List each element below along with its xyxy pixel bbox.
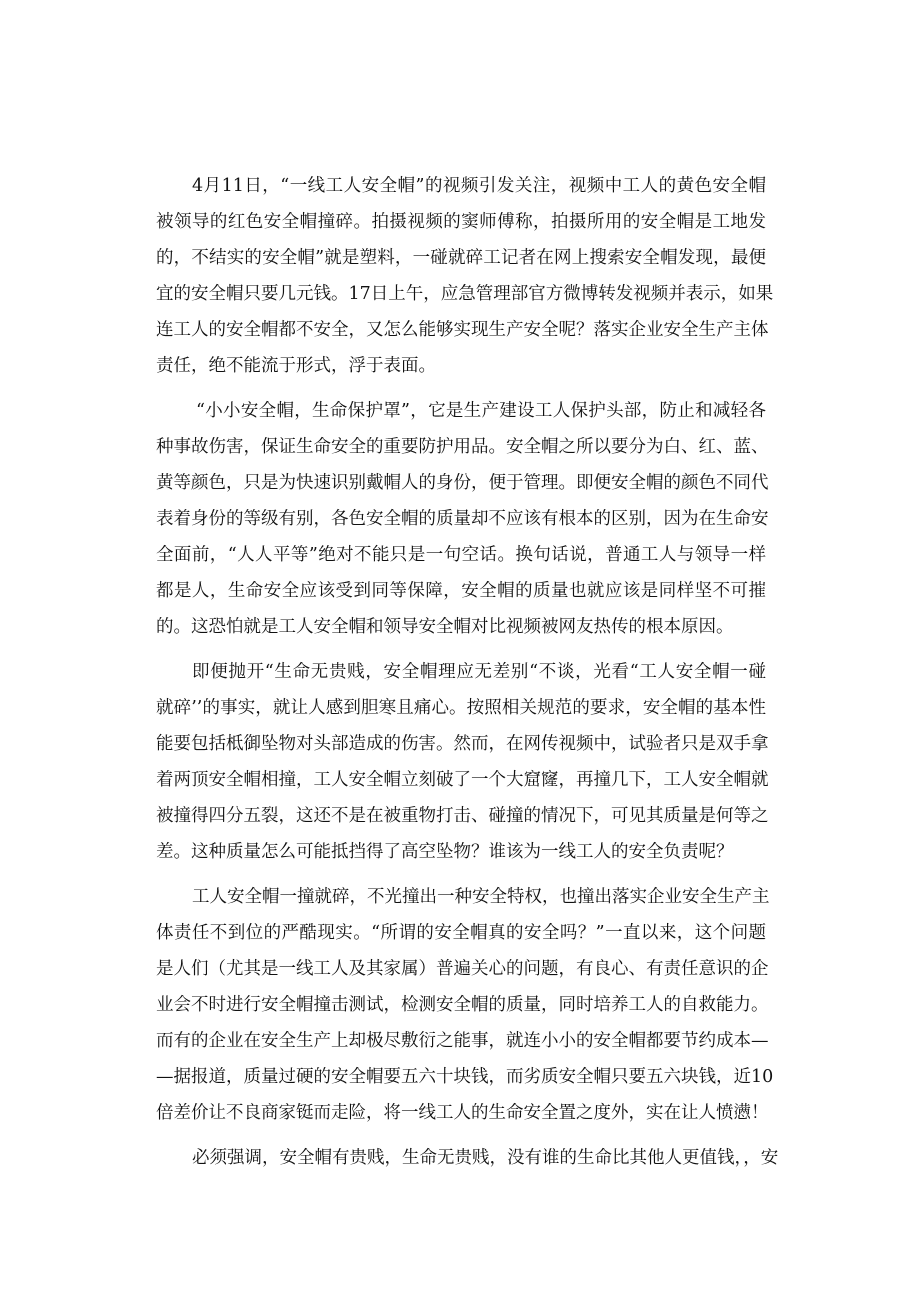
text-line: 必须强调，安全帽有贵贱，生命无贵贱，没有谁的生命比其他人更值钱，，安	[192, 1148, 779, 1168]
paragraph-4	[156, 879, 774, 1131]
paragraph-3	[156, 654, 769, 870]
text-line: 的。这恐怕就是工人安全帽和领导安全帽对比视频被网友热传的根本原因。	[156, 617, 734, 637]
article-body	[156, 168, 779, 1185]
text-line: 即便抛开“生命无贵贱，安全帽理应无差别“不谈，光看“工人安全帽一碰	[192, 662, 766, 682]
text-line: 体责任不到位的严酷现实。“所谓的安全帽真的安全吗？”一直以来，这个问题	[156, 923, 766, 943]
text-line: 黄等颜色，只是为快速识别戴帽人的身份，便于管理。即便安全帽的颜色不同代	[156, 473, 769, 493]
paragraph-2	[156, 393, 769, 645]
text-line: 工人安全帽一撞就碎，不光撞出一种安全特权，也撞出落实企业安全生产主	[192, 887, 770, 907]
text-line: 能要包括柢御坠物对头部造成的伤害。然而，在网传视频中，试验者只是双手拿	[156, 734, 769, 754]
text-line: 种事故伤害，保证生命安全的重要防护用品。安全帽之所以要分为白、红、蓝、	[156, 437, 769, 457]
text-line: 4月11日，“一线工人安全帽”的视频引发关注，视频中工人的黄色安全帽	[192, 176, 766, 196]
text-line: 差。这种质量怎么可能抵挡得了高空坠物？谁该为一线工人的安全负责呢？	[156, 842, 734, 862]
text-line: —据报道，质量过硬的安全帽要五六十块钱，而劣质安全帽只要五六块钱，近10	[156, 1067, 774, 1087]
text-line: 都是人，生命安全应该受到同等保障，安全帽的质量也就应该是同样坚不可摧	[156, 581, 766, 601]
text-line: 的，不结实的安全帽”就是塑料，一碰就碎工记者在网上搜索安全帽发现，最便	[156, 248, 766, 268]
text-line: 被撞得四分五裂，这还不是在被重物打击、碰撞的情况下，可见其质量是何等之	[156, 806, 769, 826]
text-line: 表着身份的等级有别，各色安全帽的质量却不应该有根本的区别，因为在生命安	[156, 509, 769, 529]
paragraph-5	[156, 1140, 779, 1176]
text-line: 宜的安全帽只要几元钱。17日上午，应急管理部官方微博转发视频并表示，如果	[156, 284, 774, 304]
paragraph-1	[156, 168, 774, 384]
text-line: 业会不时进行安全帽撞击测试，检测安全帽的质量，同时培养工人的自救能力。	[156, 995, 769, 1015]
text-line: 全面前，“人人平等”绝对不能只是一句空话。换句话说，普通工人与领导一样	[156, 545, 766, 565]
text-line: 倍差价让不良商家铤而走险，将一线工人的生命安全置之度外，实在让人愤懑！	[156, 1103, 769, 1123]
text-line: “小小安全帽，生命保护罩”，它是生产建设工人保护头部，防止和减轻各	[196, 401, 766, 421]
text-line: 是人们（尤其是一线工人及其家属）普遍关心的问题，有良心、有责任意识的企	[156, 959, 769, 979]
text-line: 被领导的红色安全帽撞碎。拍摄视频的窦师傅称，拍摄所用的安全帽是工地发	[156, 212, 766, 232]
text-line: 着两顶安全帽相撞，工人安全帽立刻破了一个大窟窿，再撞几下，工人安全帽就	[156, 770, 769, 790]
text-line: 责任，绝不能流于形式，浮于表面。	[156, 356, 436, 376]
text-line: 而有的企业在安全生产上却极尽敷衍之能事，就连小小的安全帽都要节约成本—	[156, 1031, 769, 1051]
text-line: 连工人的安全帽都不安全，又怎么能够实现生产安全呢？落实企业安全生产主体	[156, 320, 769, 340]
text-line: 就碎’’的事实，就让人感到胆寒且痛心。按照相关规范的要求，安全帽的基本性	[156, 698, 766, 718]
